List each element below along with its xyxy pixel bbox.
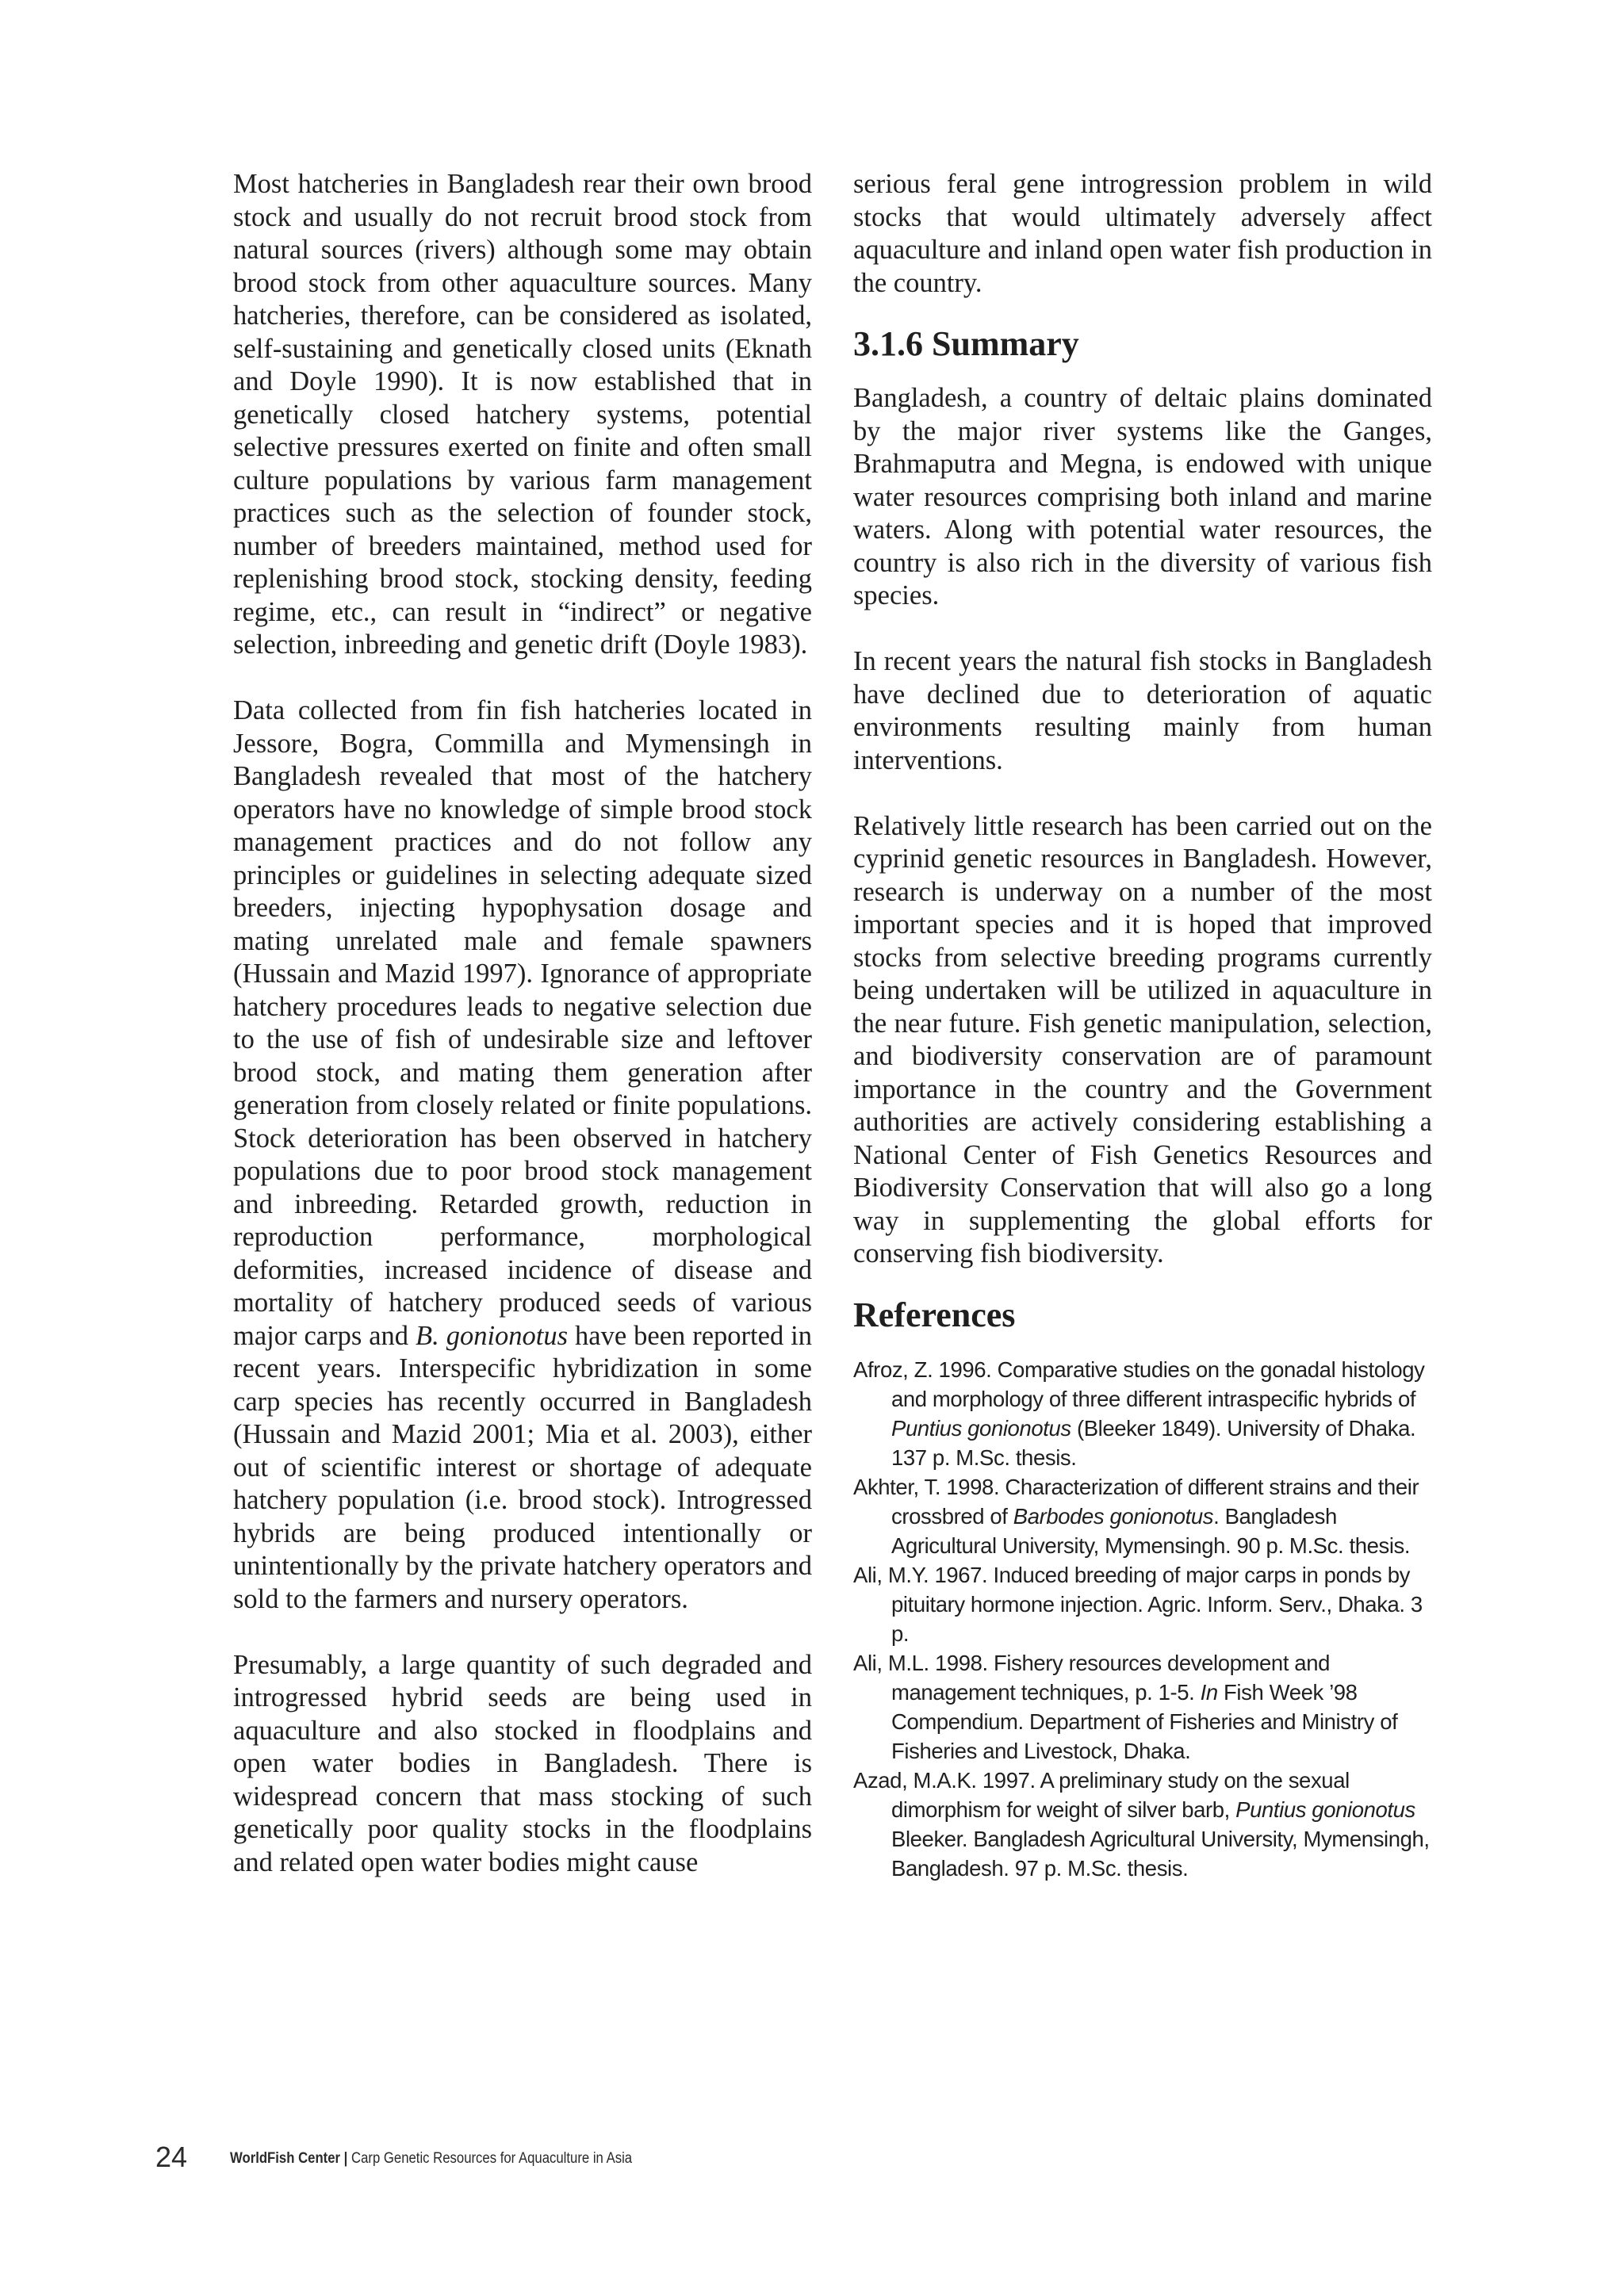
footer-separator: | [340, 2150, 352, 2167]
body-paragraph: serious feral gene introgression problem in wild stocks that would ultimately adversely affect aquaculture and inland open water fish production in the country. [853, 169, 1432, 298]
reference-item [853, 1560, 1432, 1648]
body-paragraph: Most hatcheries in Bangladesh rear their own brood stock and usually do not recruit brood stock from natural sources (rivers) although some may obtain brood stock from other aquaculture sources. Many hatcheries, therefore, can be considered as isolated, self-sustaining and genetically closed units (Eknath and Doyle 1990). It is now established that in genetically closed hatchery systems, potential selective pressures exerted on finite and often small culture populations by various farm management practices such as the selection of founder stock, number of breeders maintained, method used for replenishing brood stock, stocking density, feeding regime, etc., can result in “indirect” or negative selection, inbreeding and genetic drift (Doyle 1983). [233, 169, 812, 660]
ref-italic: Puntius gonionotus [891, 1415, 1071, 1441]
right-column [853, 168, 1432, 1883]
reference-item [853, 1766, 1432, 1883]
ref-italic: Barbodes gonionotus [1013, 1503, 1214, 1529]
ref-text: Ali, M.Y. 1967. Induced breeding of major carps in ponds by pituitary hormone injection. Agric. Inform. Serv., Dhaka. 3 p. [853, 1562, 1423, 1646]
text-run: have been reported in recent years. Interspecific hybridization in some carp species has recently occurred in Bangladesh (Hussain and Mazid 2001; Mia et al. 2003), either out of scientific interest or shortage of adequate hatchery population (i.e. brood stock). Introgressed hybrids are being produced intentionally or unintentionally by the private hatchery operators and sold to the farmers and nursery operators. [233, 1320, 813, 1614]
ref-text: Fish Week ’98 Compendium. Department of Fisheries and Ministry of Fisheries and Livestock, Dhaka. [891, 1679, 1398, 1763]
ref-text: Akhter, T. 1998. Characterization of different strains and their crossbred of [853, 1474, 1419, 1529]
species-name: B. gonionotus [416, 1320, 569, 1351]
ref-text: Bleeker. Bangladesh Agricultural University, Mymensingh, Bangladesh. 97 p. M.Sc. thesis. [891, 1826, 1430, 1881]
running-footer [230, 2150, 632, 2168]
reference-item [853, 1472, 1432, 1560]
body-paragraph [233, 695, 812, 1616]
references-list [853, 1355, 1432, 1883]
ref-text: Ali, M.L. 1998. Fishery resources development and management techniques, p. 1-5. [853, 1650, 1330, 1705]
publisher-name: WorldFish Center [230, 2150, 341, 2167]
reference-item [853, 1355, 1432, 1472]
ref-text: (Bleeker 1849). University of Dhaka. 137 p. M.Sc. thesis. [891, 1415, 1416, 1470]
left-column [233, 168, 812, 1879]
body-paragraph: In recent years the natural fish stocks in Bangladesh have declined due to deterioration of aquatic environments resulting mainly from human interventions. [853, 646, 1432, 775]
reference-item [853, 1648, 1432, 1766]
ref-italic: In [1200, 1679, 1218, 1705]
book-title: Carp Genetic Resources for Aquaculture in Asia [351, 2150, 633, 2167]
body-paragraph: Relatively little research has been carried out on the cyprinid genetic resources in Bangladesh. However, research is underway on a number of the most important species and it is hoped that improved stocks from selective breeding programs currently being undertaken will be utilized in aquaculture in the near future. Fish genetic manipulation, selection, and biodiversity conservation are of paramount importance in the country and the Government authorities are actively considering establishing a National Center of Fish Genetics Resources and Biodiversity Conservation that will also go a long way in supplementing the global efforts for conserving fish biodiversity. [853, 810, 1432, 1269]
section-heading-summary: 3.1.6 Summary [853, 324, 1079, 363]
ref-italic: Puntius gonionotus [1235, 1797, 1415, 1822]
page-number: 24 [155, 2141, 188, 2173]
body-paragraph: Bangladesh, a country of deltaic plains dominated by the major river systems like the Ganges, Brahmaputra and Megna, is endowed with unique water resources comprising both inland and marine waters. Along with potential water resources, the country is also rich in the diversity of various fish species. [853, 383, 1432, 610]
ref-text: . Bangladesh Agricultural University, Mymensingh. 90 p. M.Sc. thesis. [891, 1503, 1411, 1558]
body-paragraph: Presumably, a large quantity of such degraded and introgressed hybrid seeds are being used in aquaculture and also stocked in floodplains and open water bodies in Bangladesh. There is widespread concern that mass stocking of such genetically poor quality stocks in the floodplains and related open water bodies might cause [233, 1649, 812, 1877]
ref-text: Azad, M.A.K. 1997. A preliminary study on the sexual dimorphism for weight of silver barb, [853, 1767, 1350, 1822]
section-heading-references: References [853, 1295, 1016, 1334]
text-run: Data collected from fin fish hatcheries located in Jessore, Bogra, Commilla and Mymensingh in Bangladesh revealed that most of the hatchery operators have no knowledge of simple brood stock management practices and do not follow any principles or guidelines in selecting adequate sized breeders, injecting hypophysation dosage and mating unrelated male and female spawners (Hussain and Mazid 1997). Ignorance of appropriate hatchery procedures leads to negative selection due to the use of fish of undesirable size and leftover brood stock, and mating them generation after generation from closely related or finite populations. Stock deterioration has been observed in hatchery populations due to poor brood stock management and inbreeding. Retarded growth, reduction in reproduction performance, morphological deformities, increased incidence of disease and mortality of hatchery produced seeds of various major carps and [233, 695, 812, 1351]
ref-text: Afroz, Z. 1996. Comparative studies on the gonadal histology and morphology of three different intraspecific hybrids of [853, 1357, 1425, 1411]
